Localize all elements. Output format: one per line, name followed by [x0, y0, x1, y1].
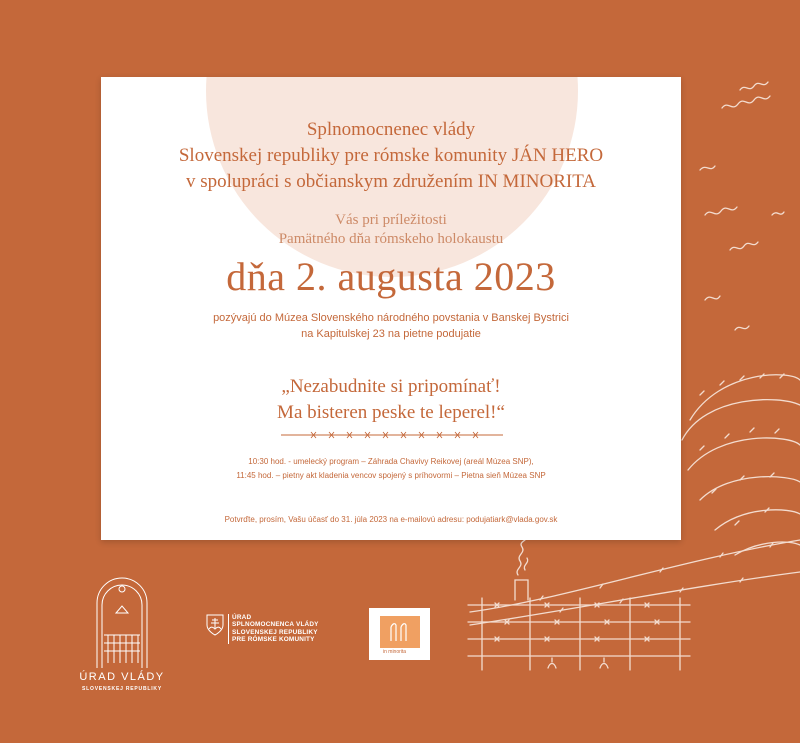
event-date: dňa 2. augusta 2023 — [226, 254, 556, 299]
host-line: Splnomocnenec vlády — [306, 119, 476, 140]
office-line: SPLNOMOCNENCA VLÁDY — [232, 621, 319, 629]
program-item: 10:30 hod. - umelecký program – Záhrada Chavivy Reikovej (areál Múzea SNP), — [248, 457, 534, 466]
slovak-coat-of-arms-icon — [206, 614, 224, 636]
urad-vlady-subtitle: SLOVENSKEJ REPUBLIKY — [82, 686, 162, 692]
office-line: ÚRAD — [232, 614, 252, 621]
program-schedule — [101, 455, 681, 483]
invite-text — [101, 310, 681, 342]
government-building-seal-icon — [92, 573, 152, 668]
rsvp-text: Potvrďte, prosím, Vašu účasť do 31. júla 2023 na e-mailovú adresu: podujatiark@vlada.gov.sk — [224, 515, 558, 524]
program-item: 11:45 hod. – pietny akt kladenia vencov spojený s príhovormi – Pietna sieň Múzea SNP — [236, 471, 546, 480]
occasion-line: Vás pri príležitosti — [335, 212, 447, 228]
invite-line: pozývajú do Múzea Slovenského národného povstania v Banskej Bystrici — [213, 312, 569, 324]
invitation-card — [101, 77, 681, 540]
barbed-wire-divider-icon — [281, 429, 503, 441]
office-line: SLOVENSKEJ REPUBLIKY — [232, 628, 318, 636]
office-line: PRE RÓMSKE KOMUNITY — [232, 635, 315, 643]
plenipotentiary-office-name — [232, 614, 319, 643]
host-line: Slovenskej republiky pre rómske komunity JÁN HERO — [178, 145, 604, 166]
occasion-line: Pamätného dňa rómskeho holokaustu — [278, 231, 504, 247]
occasion-text — [101, 211, 681, 249]
quote-line: Ma bisteren peske te leperel!“ — [277, 402, 505, 423]
in-minorita-mark-icon — [389, 621, 411, 643]
host-line: v spolupráci s občianskym združením IN MINORITA — [185, 171, 597, 192]
urad-vlady-name: ÚRAD VLÁDY — [79, 671, 165, 683]
host-text — [101, 117, 681, 195]
in-minorita-label: in minorita — [383, 649, 407, 655]
memorial-quote — [101, 374, 681, 426]
invite-line: na Kapitulskej 23 na pietne podujatie — [301, 328, 481, 340]
in-minorita-logo — [369, 608, 430, 660]
quote-line: „Nezabudnite si pripomínať! — [281, 376, 501, 397]
